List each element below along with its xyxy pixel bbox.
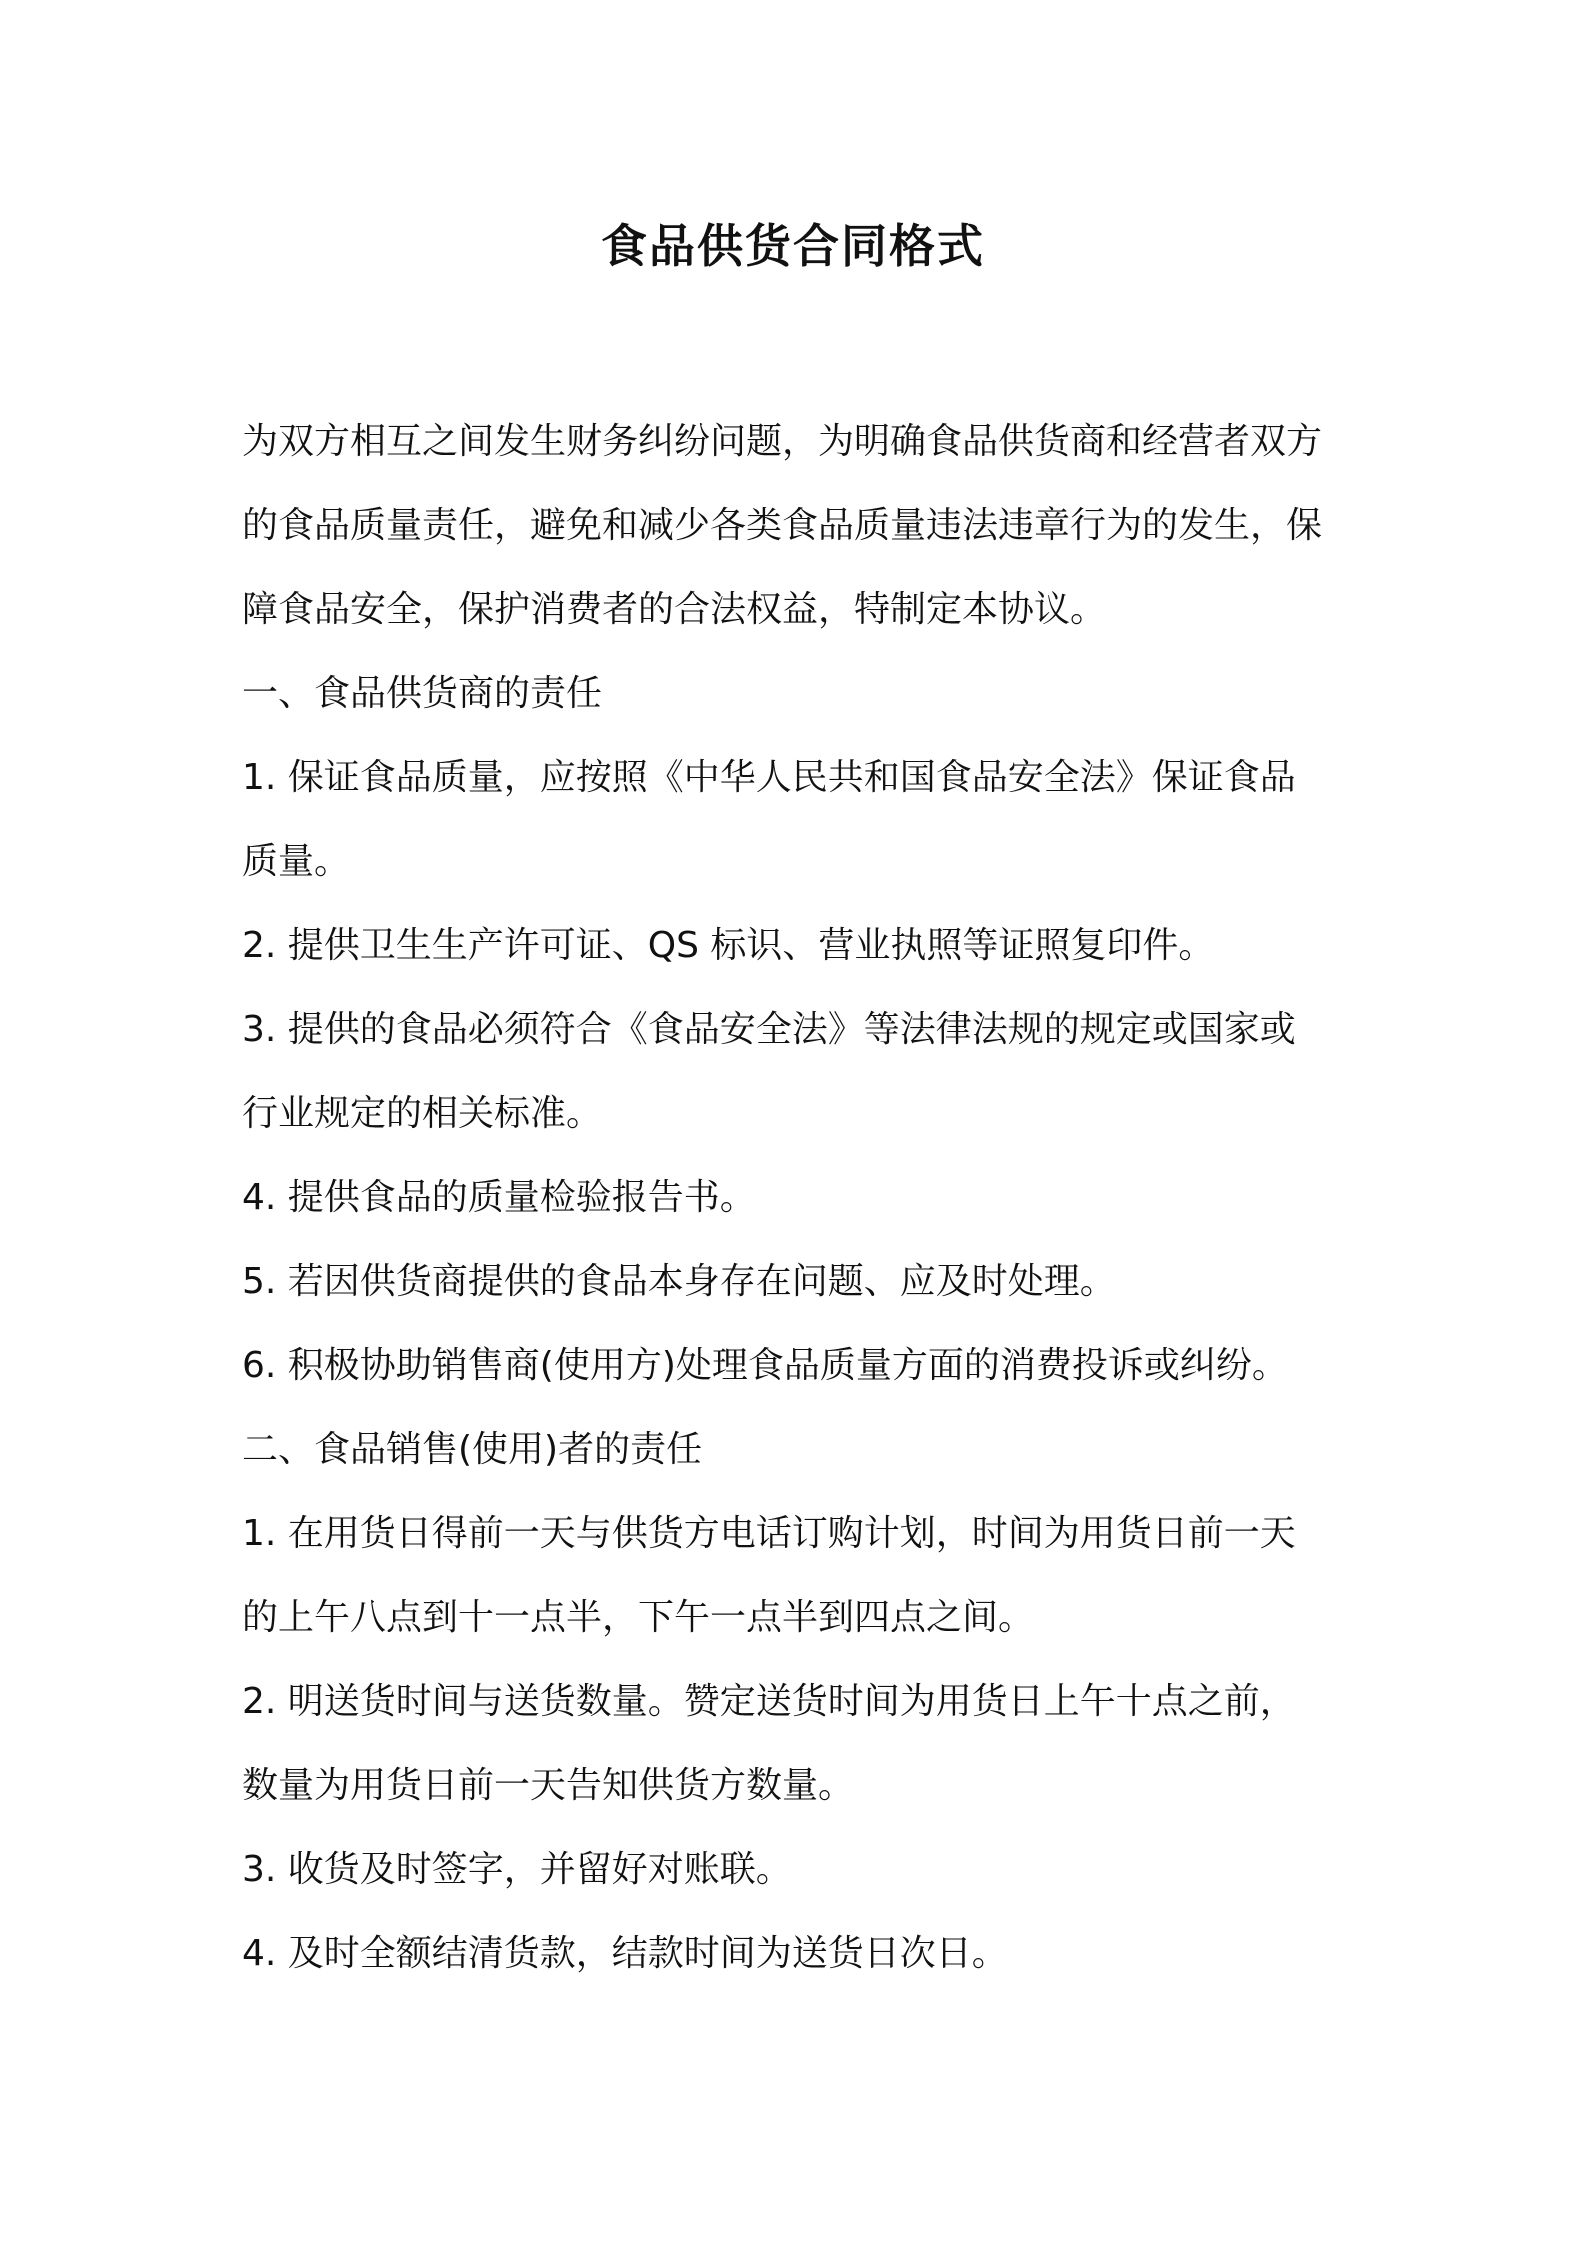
page-title: 食品供货合同格式 xyxy=(601,219,985,273)
text-line: 4. 及时全额结清货款，结款时间为送货日次日。 xyxy=(242,1933,1008,1974)
text-line: 4. 提供食品的质量检验报告书。 xyxy=(242,1177,756,1218)
list-item xyxy=(242,1240,1352,1324)
list-item xyxy=(242,1828,1352,1912)
document-body xyxy=(242,400,1352,1996)
text-line: 6. 积极协助销售商(使用方)处理食品质量方面的消费投诉或纠纷。 xyxy=(242,1345,1288,1386)
text-line: 2. 明送货时间与送货数量。赞定送货时间为用货日上午十点之前， xyxy=(242,1681,1296,1722)
text-line: 二、食品销售(使用)者的责任 xyxy=(242,1429,703,1470)
section-heading-seller xyxy=(242,1408,1352,1492)
text-line: 5. 若因供货商提供的食品本身存在问题、应及时处理。 xyxy=(242,1261,1116,1302)
list-item xyxy=(242,1156,1352,1240)
text-line: 为双方相互之间发生财务纠纷问题，为明确食品供货商和经营者双方 xyxy=(242,421,1323,462)
text-line: 1. 在用货日得前一天与供货方电话订购计划，时间为用货日前一天 xyxy=(242,1513,1296,1554)
text-line: 的上午八点到十一点半，下午一点半到四点之间。 xyxy=(242,1597,1035,1638)
text-line: 3. 收货及时签字，并留好对账联。 xyxy=(242,1849,792,1890)
text-line: 的食品质量责任，避免和减少各类食品质量违法违章行为的发生，保 xyxy=(242,505,1323,546)
text-line: 行业规定的相关标准。 xyxy=(242,1093,603,1134)
list-item xyxy=(242,1660,1352,1828)
list-item xyxy=(242,1324,1352,1408)
list-item xyxy=(242,1912,1352,1996)
text-line: 2. 提供卫生生产许可证、QS 标识、营业执照等证照复印件。 xyxy=(242,925,1215,966)
intro-paragraph xyxy=(242,400,1352,652)
text-line: 障食品安全，保护消费者的合法权益，特制定本协议。 xyxy=(242,589,1107,630)
list-item xyxy=(242,904,1352,988)
text-line: 3. 提供的食品必须符合《食品安全法》等法律法规的规定或国家或 xyxy=(242,1009,1296,1050)
text-line: 1. 保证食品质量，应按照《中华人民共和国食品安全法》保证食品 xyxy=(242,757,1296,798)
list-item xyxy=(242,988,1352,1156)
list-item xyxy=(242,1492,1352,1660)
section-heading-supplier xyxy=(242,652,1352,736)
text-line: 数量为用货日前一天告知供货方数量。 xyxy=(242,1765,855,1806)
text-line: 一、食品供货商的责任 xyxy=(242,673,603,714)
list-item xyxy=(242,736,1352,904)
text-line: 质量。 xyxy=(242,841,351,882)
